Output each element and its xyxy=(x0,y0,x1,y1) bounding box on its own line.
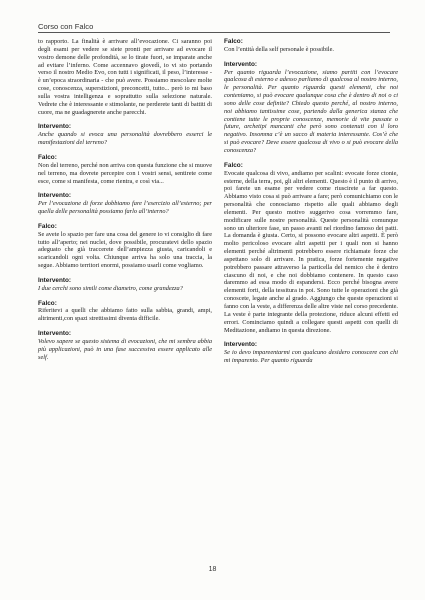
speaker-label: Intervento: xyxy=(38,192,72,200)
paragraph xyxy=(224,341,398,365)
paragraph-text: Per quanto riguarda l’evocazione, siamo partiti con l’evocare qualcosa di esterno e adesso parliamo di qualcosa al nostro interno, le personalità. Per quanto riguarda questi elementi, che noi conteniamo, si può evocare qualunque cosa che è dentro di noi o ci sono delle cose definite? Chiedo questo perché, al nostro interno, noi abbiamo tantissime cose, partendo dalla generica stanza che contiene tutte le proprie conoscenze, memorie di vite passate o future, archetipi mancanti che però sono contenuti con il loro negativo. Insomma c’è un sacco di materia interessante. Cos’è che si può evocare? Deve essere qualcosa di vivo o si può evocare della conoscenza? xyxy=(224,68,398,154)
paragraph xyxy=(38,223,212,270)
paragraph-text: Se avete lo spazio per fare una cosa del genere io vi consiglio di fare tutto all’aperto; nei nuclei, dove possibile, procuratevi dello spazio adeguato che già traccerete dell’ampiezza giusta, caricandoli e scaricandoli ogni volta. Chiunque arriva ha solo una traccia, la segue. Abbiamo territori enormi, possiamo usarli come vogliamo. xyxy=(38,230,212,270)
running-header: Corso con Falco xyxy=(38,22,390,33)
speaker-label: Falco: xyxy=(224,38,243,45)
right-column xyxy=(224,38,398,372)
speaker-label: Falco: xyxy=(38,222,57,230)
paragraph-text: Riferitevi a quelli che abbiamo fatto sulla sabbia, grandi, ampi, altrimenti,con spazi strettissimi diventa difficile. xyxy=(38,307,212,323)
speaker-label: Falco: xyxy=(38,299,57,307)
paragraph xyxy=(38,38,212,116)
speaker-label: Intervento: xyxy=(224,60,258,68)
paragraph xyxy=(38,192,212,216)
paragraph-text: Evocate qualcosa di vivo, andiamo per scalini: evocate forze ctonie, esterne, della terra, poi, gli altri elementi. Questo è il punto di arrivo, poi farete un esame per vedere come riuscirete a far questo. Abbiamo visto cosa si può arrivare a fare; però comunichiamo con le personalità che conosciamo rispetto alle quali abbiamo degli elementi. Per questo motivo suggerivo cosa vorremmo fare, modificare sulle nostre personalità. Queste personalità comunque sono un ulteriore fase, un passo avanti nel riordino famoso dei patti. La domanda è giusta. Certo, si possono evocare altri aspetti. È però molto pericoloso evocare altri aspetti per i quali non si hanno elementi perché altrimenti potrebbero essere richiamate forze che aspettano solo di arrivare. In pratica, forze fortemente negative potrebbero passare attraverso la particella del nemico che è dentro ciascuno di noi, e che noi dobbiamo contenere. In questo caso daremmo ad essa modo di espandersi. Ecco perché bisogna avere elementi forti, della tessitura in poi. Sono tutte le operazioni che già conoscete, legate anche al grado. Aggiungo che queste operazioni si fanno con la veste, a differenza delle altre viste nel corso precedente. La veste è parte integrante della protezione, riduce alcuni effetti ed errori. Cominciamo quindi a collegare questi aspetti con quelli di Meditazione, andiamo in questa direzione. xyxy=(224,169,398,334)
paragraph-text: Con l’entità della self personale è possibile. xyxy=(224,45,334,53)
paragraph xyxy=(224,162,398,335)
paragraph xyxy=(38,123,212,147)
speaker-label: Intervento: xyxy=(38,123,72,131)
paragraph xyxy=(38,330,212,361)
speaker-label: Falco: xyxy=(224,161,243,169)
paragraph-text: I due cerchi sono simili come diametro, come grandezza? xyxy=(38,284,183,292)
paragraph-text: Non del terreno, perché non arriva con questa funzione che si muove nel terreno, ma dovrete percepire con i vostri sensi, sentirete come esce, come si manifesta, come rientra, e così via... xyxy=(38,161,212,185)
paragraph xyxy=(38,300,212,324)
speaker-label: Intervento: xyxy=(38,276,72,284)
speaker-label: Intervento: xyxy=(38,330,72,338)
paragraph-text: Anche quando si evoca una personalità dovrebbero esserci le manifestazioni del terreno? xyxy=(38,131,212,147)
paragraph xyxy=(224,38,398,54)
speaker-label: Falco: xyxy=(38,153,57,161)
paragraph-text: to rapporto. La finalità è arrivare all’evocazione. Ci saranno poi degli esami per vedere se siete pronti per arrivare ad evocare il vostro demone delle profondità, se lo tirate fuori, se imparate anche ad evitare l’inferno. Come accennavo giovedì, io vi sto portando verso il nostro Medio Evo, con tutti i significati, il peso, l’interesse - è un’epoca straordinaria - che può avere. Possiamo mescolare molte cose, conoscenza, superstizioni, preconcetti, tutto... però io mi baso sulla vostra intelligenza e soprattutto sulla selezione naturale. Vedrete che è interessante e stimolante, ne perderete tanti di battiti di cuore, ma ne guadagnerete anche parecchi. xyxy=(38,38,212,116)
paragraph xyxy=(38,154,212,185)
paragraph xyxy=(224,61,398,155)
paragraph-text: Per l’evocazione di forze dobbiamo fare l’esercizio all’esterno; per quella delle personalità possiamo farlo all’interno? xyxy=(38,200,212,216)
page-number: 18 xyxy=(208,566,217,573)
left-column xyxy=(38,38,212,369)
paragraph xyxy=(38,277,212,293)
paragraph-text: Se io devo impareentarmi con qualcuno desidero conoscere con chi mi imparento. Per quanto riguarda xyxy=(224,349,398,365)
speaker-label: Intervento: xyxy=(224,341,258,349)
paragraph-text: Volevo sapere se questo sistema di evocazioni, che mi sembra abbia più applicazioni, può in una fase successiva essere applicato alle self. xyxy=(38,338,212,361)
